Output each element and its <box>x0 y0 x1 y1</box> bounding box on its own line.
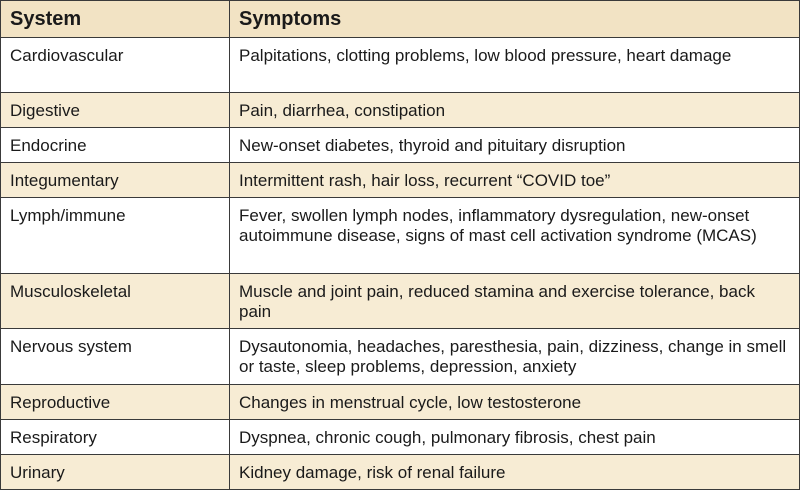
system-cell: Reproductive <box>1 385 230 420</box>
table-row <box>1 163 800 198</box>
table-row <box>1 93 800 128</box>
table-row <box>1 455 800 490</box>
symptoms-cell: Palpitations, clotting problems, low blood pressure, heart damage <box>230 38 800 93</box>
symptoms-cell: Dysautonomia, headaches, paresthesia, pain, dizziness, change in smell or taste, sleep problems, depression, anxiety <box>230 329 800 385</box>
system-cell: Musculoskeletal <box>1 274 230 329</box>
table-row <box>1 385 800 420</box>
system-cell: Lymph/immune <box>1 198 230 274</box>
system-cell: Integumentary <box>1 163 230 198</box>
header-row <box>1 1 800 38</box>
system-cell: Digestive <box>1 93 230 128</box>
table-row <box>1 198 800 274</box>
symptoms-cell: Kidney damage, risk of renal failure <box>230 455 800 490</box>
table-header <box>1 1 800 38</box>
symptoms-cell: Fever, swollen lymph nodes, inflammatory dysregulation, new-onset autoimmune disease, signs of mast cell activation syndrome (MCAS) <box>230 198 800 274</box>
symptoms-cell: Dyspnea, chronic cough, pulmonary fibrosis, chest pain <box>230 420 800 455</box>
table-row <box>1 38 800 93</box>
symptoms-cell: Pain, diarrhea, constipation <box>230 93 800 128</box>
symptoms-cell: Muscle and joint pain, reduced stamina and exercise tolerance, back pain <box>230 274 800 329</box>
table-row <box>1 128 800 163</box>
system-cell: Nervous system <box>1 329 230 385</box>
column-header-system: System <box>1 1 230 38</box>
system-cell: Cardiovascular <box>1 38 230 93</box>
system-cell: Endocrine <box>1 128 230 163</box>
table-body <box>1 38 800 490</box>
column-header-symptoms: Symptoms <box>230 1 800 38</box>
symptoms-cell: New-onset diabetes, thyroid and pituitary disruption <box>230 128 800 163</box>
table-row <box>1 329 800 385</box>
symptoms-cell: Intermittent rash, hair loss, recurrent “COVID toe” <box>230 163 800 198</box>
symptoms-cell: Changes in menstrual cycle, low testosterone <box>230 385 800 420</box>
table-row <box>1 274 800 329</box>
system-cell: Respiratory <box>1 420 230 455</box>
table-row <box>1 420 800 455</box>
system-cell: Urinary <box>1 455 230 490</box>
